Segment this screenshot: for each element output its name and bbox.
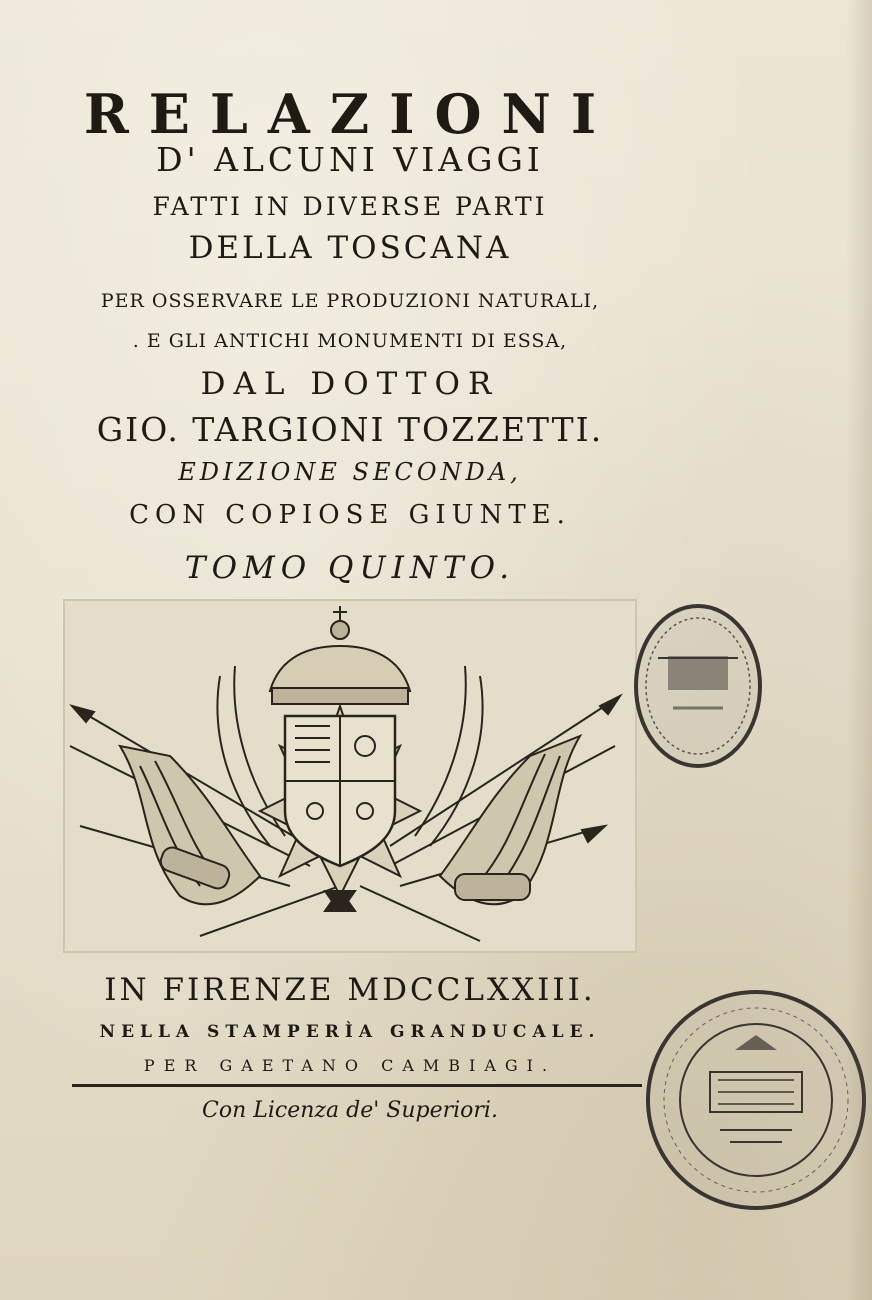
- license-note: Con Licenza de' Superiori.: [202, 1098, 498, 1123]
- title-line-3: FATTI IN DIVERSE PARTI: [152, 192, 548, 221]
- title-line-2: D' ALCUNI VIAGGI: [156, 140, 544, 179]
- coat-of-arms-engraving: [60, 596, 640, 956]
- author-prefix: DAL DOTTOR: [200, 366, 500, 402]
- title-main: RELAZIONI: [83, 82, 617, 146]
- library-stamp-oval: [628, 598, 768, 774]
- author-name: GIO. TARGIONI TOZZETTI.: [96, 410, 604, 449]
- imprint-printer: PER GAETANO CAMBIAGI.: [143, 1056, 557, 1075]
- subtitle-line-2: . E GLI ANTICHI MONUMENTI DI ESSA,: [132, 330, 568, 352]
- subtitle-line-1: PER OSSERVARE LE PRODUZIONI NATURALI,: [100, 290, 600, 312]
- imprint-rule: [72, 1084, 642, 1087]
- volume: TOMO QUINTO.: [184, 550, 516, 586]
- imprint-place-year: IN FIRENZE MDCCLXXIII.: [104, 972, 596, 1008]
- title-line-4: DELLA TOSCANA: [188, 230, 512, 266]
- edition: EDIZIONE SECONDA,: [178, 458, 522, 486]
- edition-note: CON COPIOSE GIUNTE.: [129, 500, 571, 530]
- library-stamp-round: [640, 980, 872, 1220]
- imprint-press: NELLA STAMPERÌA GRANDUCALE.: [99, 1022, 601, 1042]
